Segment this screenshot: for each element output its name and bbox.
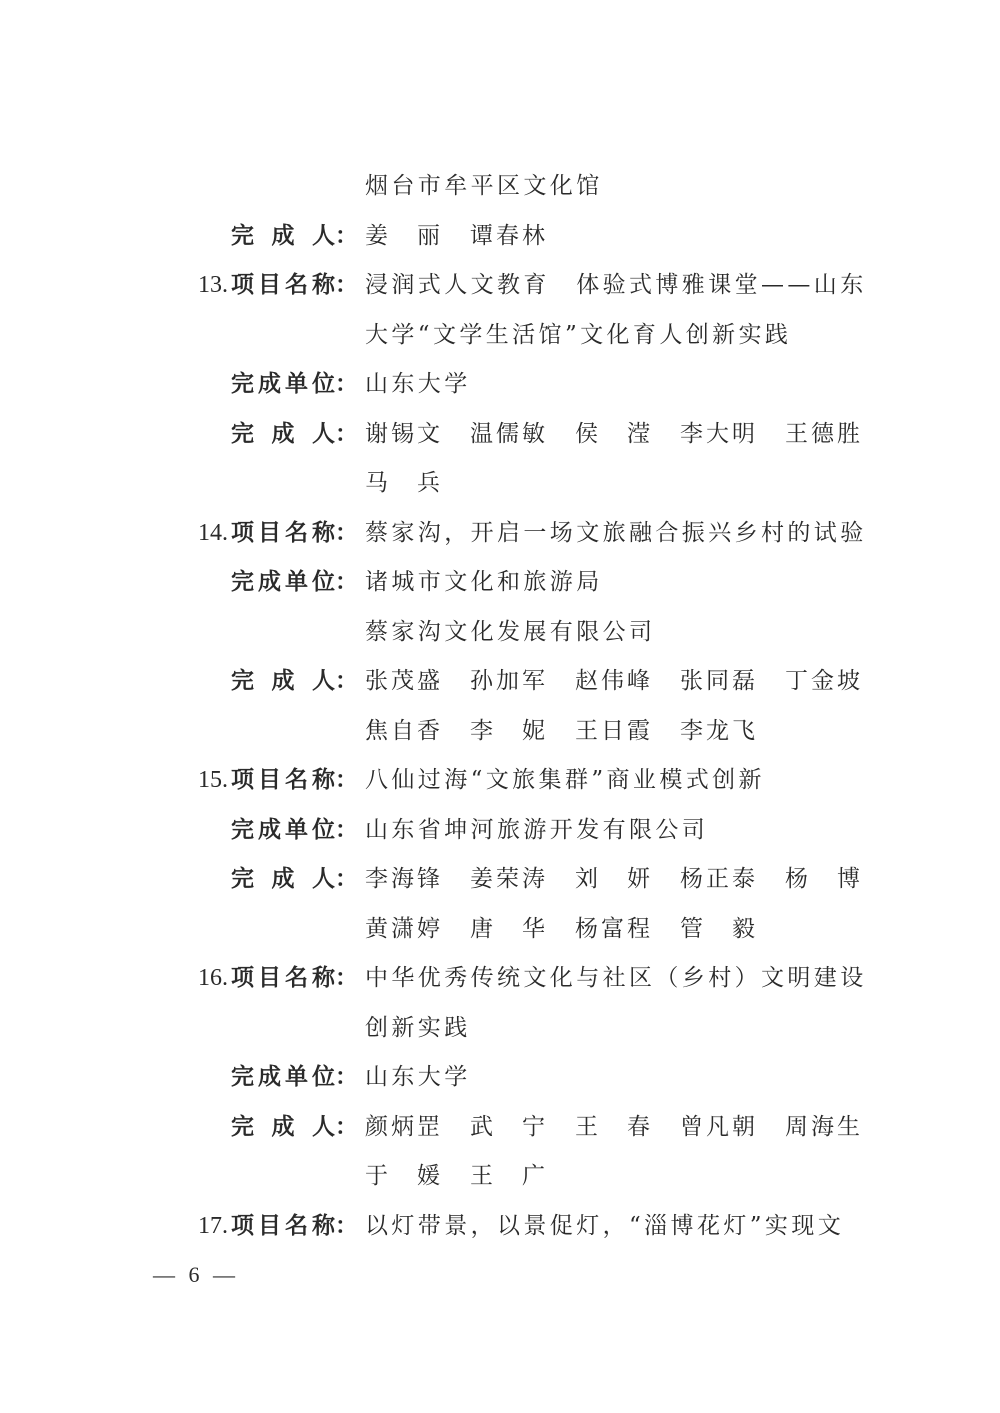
field-label-text: 完成人	[231, 420, 335, 447]
document-line	[0, 410, 1000, 460]
field-value: 蔡家沟，开启一场文旅融合振兴乡村的试验	[365, 519, 867, 546]
person-name: 王 广	[470, 1163, 548, 1189]
field-label	[231, 261, 361, 311]
field-label-colon: ：	[335, 371, 358, 397]
person-name: 李 妮	[470, 717, 548, 744]
field-label-text: 完成人	[231, 866, 335, 892]
field-label-colon: ：	[335, 1212, 358, 1239]
field-label-text: 完成人	[231, 1113, 335, 1140]
field-label-colon: ：	[335, 767, 358, 793]
field-label	[231, 558, 361, 608]
field-label-text: 项目名称	[231, 272, 335, 298]
person-list	[365, 459, 470, 509]
field-label-text: 完成单位	[231, 371, 335, 397]
field-value: 创新实践	[365, 1014, 471, 1041]
field-value: 山东大学	[365, 371, 471, 397]
document-line	[0, 311, 1000, 361]
item-number: 17.	[198, 1212, 228, 1239]
person-name: 孙加军	[470, 668, 548, 694]
document-line	[0, 212, 1000, 262]
person-name: 黄潇婷	[365, 915, 443, 942]
person-name: 曾凡朝	[680, 1113, 758, 1140]
field-label-colon: ：	[335, 1113, 358, 1140]
field-label-colon: ：	[335, 222, 358, 249]
field-label-text: 项目名称	[231, 1212, 335, 1239]
person-name: 姜 丽	[365, 222, 443, 249]
person-name: 武 宁	[470, 1113, 548, 1140]
document-line	[0, 954, 1000, 1004]
field-value: 以灯带景，以景促灯，“淄博花灯”实现文	[365, 1212, 845, 1239]
field-label	[231, 756, 361, 806]
field-label	[231, 806, 361, 856]
person-name: 温儒敏	[470, 420, 548, 447]
document-line	[0, 1004, 1000, 1054]
person-name: 李大明	[680, 420, 758, 447]
document-line	[0, 162, 1000, 212]
field-label-colon: ：	[335, 272, 358, 298]
field-label-colon: ：	[335, 816, 358, 843]
document-line	[0, 1103, 1000, 1153]
field-label-colon: ：	[335, 569, 358, 595]
document-line	[0, 509, 1000, 559]
document-line	[0, 360, 1000, 410]
field-value: 烟台市牟平区文化馆	[365, 173, 603, 199]
document-line	[0, 261, 1000, 311]
document-body	[0, 162, 1000, 1251]
person-name: 张同磊	[680, 668, 758, 694]
field-label-text: 完成人	[231, 668, 335, 694]
field-value: 大学“文学生活馆”文化育人创新实践	[365, 321, 792, 348]
document-line	[0, 806, 1000, 856]
field-label-text: 项目名称	[231, 767, 335, 793]
field-label	[231, 360, 361, 410]
person-list	[365, 707, 785, 757]
person-name: 杨 博	[785, 866, 863, 892]
field-label-colon: ：	[335, 965, 358, 991]
field-label-text: 完成单位	[231, 1064, 335, 1090]
field-label	[231, 410, 361, 460]
person-name: 姜荣涛	[470, 866, 548, 892]
item-number: 16.	[198, 965, 228, 991]
person-name: 管 毅	[680, 915, 758, 942]
document-line	[0, 905, 1000, 955]
person-name: 王 春	[575, 1113, 653, 1140]
field-label	[231, 855, 361, 905]
person-list	[365, 905, 785, 955]
field-label-text: 完成单位	[231, 569, 335, 595]
person-name: 谭春林	[470, 222, 548, 249]
field-value: 山东大学	[365, 1064, 471, 1090]
person-list	[365, 1103, 890, 1153]
field-value: 山东省坤河旅游开发有限公司	[365, 816, 709, 843]
field-value: 蔡家沟文化发展有限公司	[365, 618, 656, 645]
person-name: 李龙飞	[680, 717, 758, 744]
person-list	[365, 410, 890, 460]
field-label	[231, 954, 361, 1004]
person-name: 周海生	[785, 1113, 863, 1140]
person-name: 唐 华	[470, 915, 548, 942]
field-label-text: 项目名称	[231, 519, 335, 546]
person-name: 杨正泰	[680, 866, 758, 892]
field-label	[231, 1202, 361, 1252]
document-line	[0, 855, 1000, 905]
field-label	[231, 657, 361, 707]
person-list	[365, 212, 575, 262]
field-label	[231, 509, 361, 559]
person-list	[365, 1152, 575, 1202]
person-name: 谢锡文	[365, 420, 443, 447]
page-number: — 6 —	[153, 1262, 239, 1287]
document-line	[0, 1202, 1000, 1252]
person-name: 王德胜	[785, 420, 863, 447]
field-label-text: 项目名称	[231, 965, 335, 991]
person-name: 丁金坡	[785, 668, 863, 694]
field-value: 诸城市文化和旅游局	[365, 569, 603, 595]
person-name: 刘 妍	[575, 866, 653, 892]
field-label-text: 完成单位	[231, 816, 335, 843]
person-name: 颜炳罡	[365, 1113, 443, 1140]
person-name: 马 兵	[365, 470, 443, 496]
field-label-colon: ：	[335, 420, 358, 447]
field-label	[231, 1053, 361, 1103]
item-number: 13.	[198, 272, 228, 298]
field-label-colon: ：	[335, 1064, 358, 1090]
person-name: 张茂盛	[365, 668, 443, 694]
field-label	[231, 1103, 361, 1153]
document-line	[0, 608, 1000, 658]
field-value: 中华优秀传统文化与社区（乡村）文明建设	[365, 965, 867, 991]
person-list	[365, 855, 890, 905]
field-label-colon: ：	[335, 668, 358, 694]
field-label-colon: ：	[335, 866, 358, 892]
item-number: 14.	[198, 519, 228, 546]
field-label-text: 完成人	[231, 222, 335, 249]
person-name: 王日霞	[575, 717, 653, 744]
document-line	[0, 1152, 1000, 1202]
person-name: 于 媛	[365, 1163, 443, 1189]
document-line	[0, 1053, 1000, 1103]
field-value: 八仙过海“文旅集群”商业模式创新	[365, 767, 765, 793]
person-name: 焦自香	[365, 717, 443, 744]
person-name: 侯 滢	[575, 420, 653, 447]
document-line	[0, 707, 1000, 757]
person-list	[365, 657, 890, 707]
document-line	[0, 459, 1000, 509]
document-line	[0, 756, 1000, 806]
field-value: 浸润式人文教育 体验式博雅课堂——山东	[365, 272, 867, 298]
person-name: 李海锋	[365, 866, 443, 892]
field-label-colon: ：	[335, 519, 358, 546]
person-name: 赵伟峰	[575, 668, 653, 694]
person-name: 杨富程	[575, 915, 653, 942]
item-number: 15.	[198, 767, 228, 793]
field-label	[231, 212, 361, 262]
document-line	[0, 558, 1000, 608]
document-line	[0, 657, 1000, 707]
